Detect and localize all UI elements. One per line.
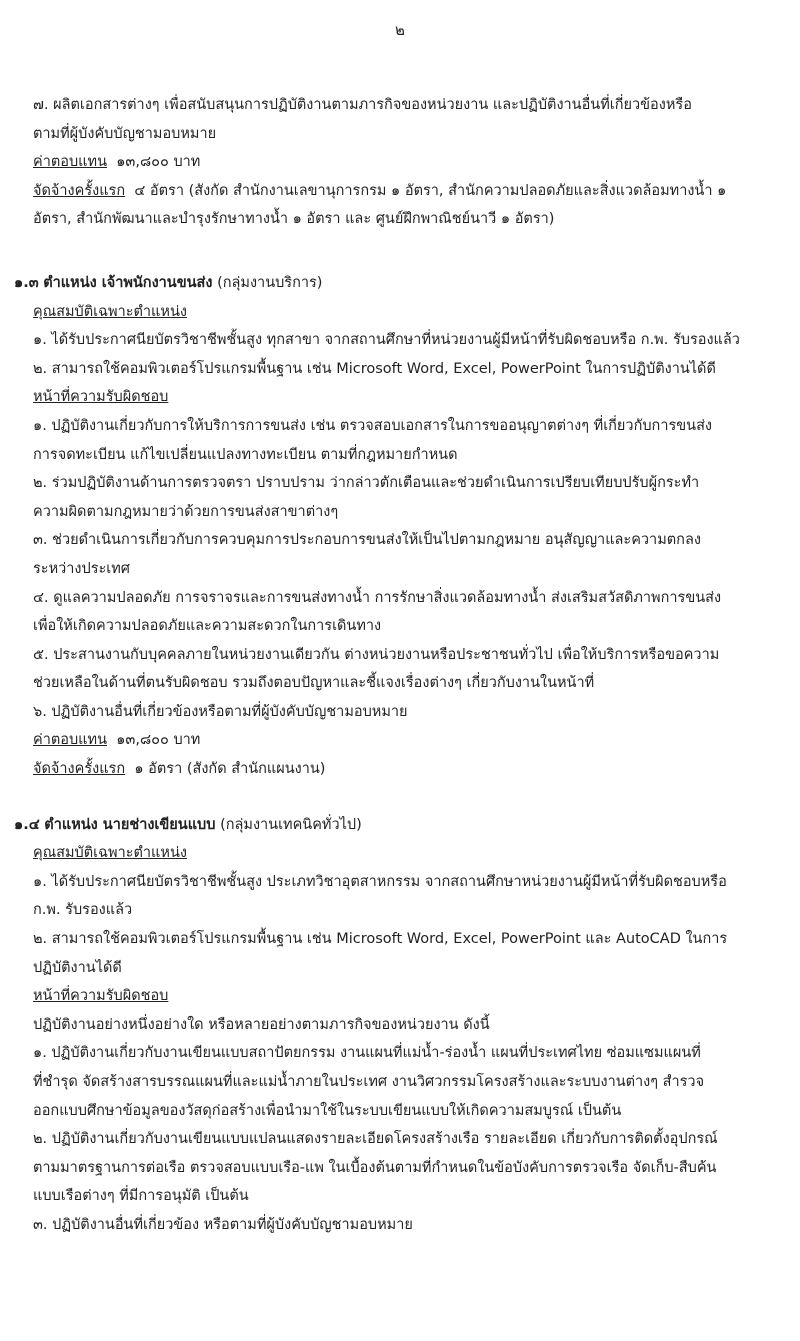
hire-value: ๔ อัตรา (สังกัด สำนักงานเลขานุการกรม ๑ อัตรา, สำนักความปลอดภัยและสิ่งแวดล้อมทางน้ำ ๑ xyxy=(134,182,727,199)
page-number: ๒ xyxy=(395,21,405,39)
list-item: ๑. ได้รับประกาศนียบัตรวิชาชีพชั้นสูง ทุกสาขา จากสถานศึกษาที่หน่วยงานผู้มีหน้าที่รับผิดชอบหรือ ก.พ. รับรองแล้ว xyxy=(33,332,740,349)
pay-value: ๑๓,๘๐๐ บาท xyxy=(116,154,201,171)
duty-heading-text: หน้าที่ความรับผิดชอบ xyxy=(33,988,169,1005)
list-item: ระหว่างประเทศ xyxy=(33,560,130,577)
list-item: ก.พ. รับรองแล้ว xyxy=(33,902,133,919)
intro-line: ตามที่ผู้บังคับบัญชามอบหมาย xyxy=(33,125,217,142)
hire-value: ๑ อัตรา (สังกัด สำนักแผนงาน) xyxy=(134,761,326,778)
section-heading-1-3 xyxy=(0,269,800,298)
list-item: ๕. ประสานงานกับบุคคลภายในหน่วยงานเดียวกัน ต่างหน่วยงานหรือประชาชนทั่วไป เพื่อให้บริการหรือขอความ xyxy=(33,646,720,663)
hire-label: จัดจ้างครั้งแรก xyxy=(33,761,126,778)
list-item: ๖. ปฏิบัติงานอื่นที่เกี่ยวข้องหรือตามที่ผู้บังคับบัญชามอบหมาย xyxy=(33,703,408,720)
list-item: ตามมาตรฐานการต่อเรือ ตรวจสอบแบบเรือ-แพ ในเบื้องต้นตามที่กำหนดในข้อบังคับการตรวจเรือ จัดเก็บ-สืบค้น xyxy=(33,1159,717,1176)
list-item: ออกแบบศึกษาข้อมูลของวัสดุก่อสร้างเพื่อนำมาใช้ในระบบเขียนแบบให้เกิดความสมบูรณ์ เป็นต้น xyxy=(33,1102,622,1119)
list-item: ๒. สามารถใช้คอมพิวเตอร์โปรแกรมพื้นฐาน เช่น Microsoft Word, Excel, PowerPoint และ AutoCAD ในการ xyxy=(33,931,728,948)
list-item: ปฏิบัติงานได้ดี xyxy=(33,959,122,976)
list-item: ๓. ช่วยดำเนินการเกี่ยวกับการควบคุมการประกอบการขนส่งให้เป็นไปตามกฎหมาย อนุสัญญาและความตกลง xyxy=(33,532,701,549)
list-item: ปฏิบัติงานอย่างหนึ่งอย่างใด หรือหลายอย่างตามภารกิจของหน่วยงาน ดังนี้ xyxy=(33,1016,490,1033)
list-item: ๒. สามารถใช้คอมพิวเตอร์โปรแกรมพื้นฐาน เช่น Microsoft Word, Excel, PowerPoint ในการปฏิบัติงานได้ดี xyxy=(33,360,716,377)
section-number: ๑.๔ xyxy=(14,816,40,833)
pay-label: ค่าตอบแทน xyxy=(33,154,107,171)
qual-heading-text: คุณสมบัติเฉพาะตำแหน่ง xyxy=(33,303,187,320)
qual-heading-text: คุณสมบัติเฉพาะตำแหน่ง xyxy=(33,845,187,862)
list-item: ช่วยเหลือในด้านที่ตนรับผิดชอบ รวมถึงตอบปัญหาและชี้แจงเรื่องต่างๆ เกี่ยวกับงานในหน้าที่ xyxy=(33,675,595,692)
list-item: ๑. ปฏิบัติงานเกี่ยวกับการให้บริการการขนส่ง เช่น ตรวจสอบเอกสารในการขออนุญาตต่างๆ ที่เกี่ยวกับการขนส่ง xyxy=(33,417,713,434)
intro-pay xyxy=(0,148,800,177)
list-item: เพื่อให้เกิดความปลอดภัยและความสะดวกในการเดินทาง xyxy=(33,618,382,635)
list-item: ที่ชำรุด จัดสร้างสารบรรณแผนที่และแม่น้ำภายในประเทศ งานวิศวกรรมโครงสร้างและระบบงานต่างๆ สำรวจ xyxy=(33,1074,705,1090)
section-hire xyxy=(0,755,800,784)
pay-value: ๑๓,๘๐๐ บาท xyxy=(116,732,201,749)
list-item: ๒. ปฏิบัติงานเกี่ยวกับงานเขียนแบบแปลนแสดงรายละเอียดโครงสร้างเรือ รายละเอียด เกี่ยวกับการติดตั้งอุปกรณ์ xyxy=(33,1131,718,1148)
intro-hire xyxy=(0,177,800,206)
duty-heading xyxy=(0,383,800,412)
list-item: ๓. ปฏิบัติงานอื่นที่เกี่ยวข้อง หรือตามที่ผู้บังคับบัญชามอบหมาย xyxy=(33,1216,413,1233)
document-body xyxy=(0,91,800,1240)
list-item: ความผิดตามกฎหมายว่าด้วยการขนส่งสาขาต่างๆ xyxy=(33,503,339,520)
intro-hire-cont: อัตรา, สำนักพัฒนาและบำรุงรักษาทางน้ำ ๑ อัตรา และ ศูนย์ฝึกพาณิชย์นาวี ๑ อัตรา) xyxy=(33,211,555,228)
list-item: ๔. ดูแลความปลอดภัย การจราจรและการขนส่งทางน้ำ การรักษาสิ่งแวดล้อมทางน้ำ ส่งเสริมสวัสดิภาพการขนส่ง xyxy=(33,589,722,606)
pay-label: ค่าตอบแทน xyxy=(33,732,107,749)
list-item: ๑. ปฏิบัติงานเกี่ยวกับงานเขียนแบบสถาปัตยกรรม งานแผนที่แม่น้ำ-ร่องน้ำ แผนที่ประเทศไทย ซ่อมแซมแผนที่ xyxy=(33,1045,701,1062)
qual-heading xyxy=(0,839,800,868)
list-item: การจดทะเบียน แก้ไขเปลี่ยนแปลงทางทะเบียน ตามที่กฎหมายกำหนด xyxy=(33,446,458,463)
intro-line: ๗. ผลิตเอกสารต่างๆ เพื่อสนับสนุนการปฏิบัติงานตามภารกิจของหน่วยงาน และปฏิบัติงานอื่นที่เกี่ยวข้องหรือ xyxy=(33,97,692,113)
hire-label: จัดจ้างครั้งแรก xyxy=(33,182,126,199)
list-item: แบบเรือต่างๆ ที่มีการอนุมัติ เป็นต้น xyxy=(33,1188,249,1205)
section-pay xyxy=(0,726,800,755)
list-item: ๒. ร่วมปฏิบัติงานด้านการตรวจตรา ปราบปราม ว่ากล่าวตักเตือนและช่วยดำเนินการเปรียบเทียบปรับผู้กระทำ xyxy=(33,475,700,492)
section-group: (กลุ่มงานบริการ) xyxy=(217,274,323,291)
duty-heading-text: หน้าที่ความรับผิดชอบ xyxy=(33,389,169,406)
section-heading-1-4 xyxy=(0,811,800,840)
duty-heading xyxy=(0,982,800,1011)
section-number: ๑.๓ xyxy=(14,274,39,291)
qual-heading xyxy=(0,298,800,327)
list-item: ๑. ได้รับประกาศนียบัตรวิชาชีพชั้นสูง ประเภทวิชาอุตสาหกรรม จากสถานศึกษาหน่วยงานผู้มีหน้าที่รับผิดชอบหรือ xyxy=(33,873,727,890)
section-title: ตำแหน่ง เจ้าพนักงานขนส่ง xyxy=(43,274,213,291)
section-group: (กลุ่มงานเทคนิคทั่วไป) xyxy=(220,816,362,833)
section-title: ตำแหน่ง นายช่างเขียนแบบ xyxy=(44,816,216,833)
